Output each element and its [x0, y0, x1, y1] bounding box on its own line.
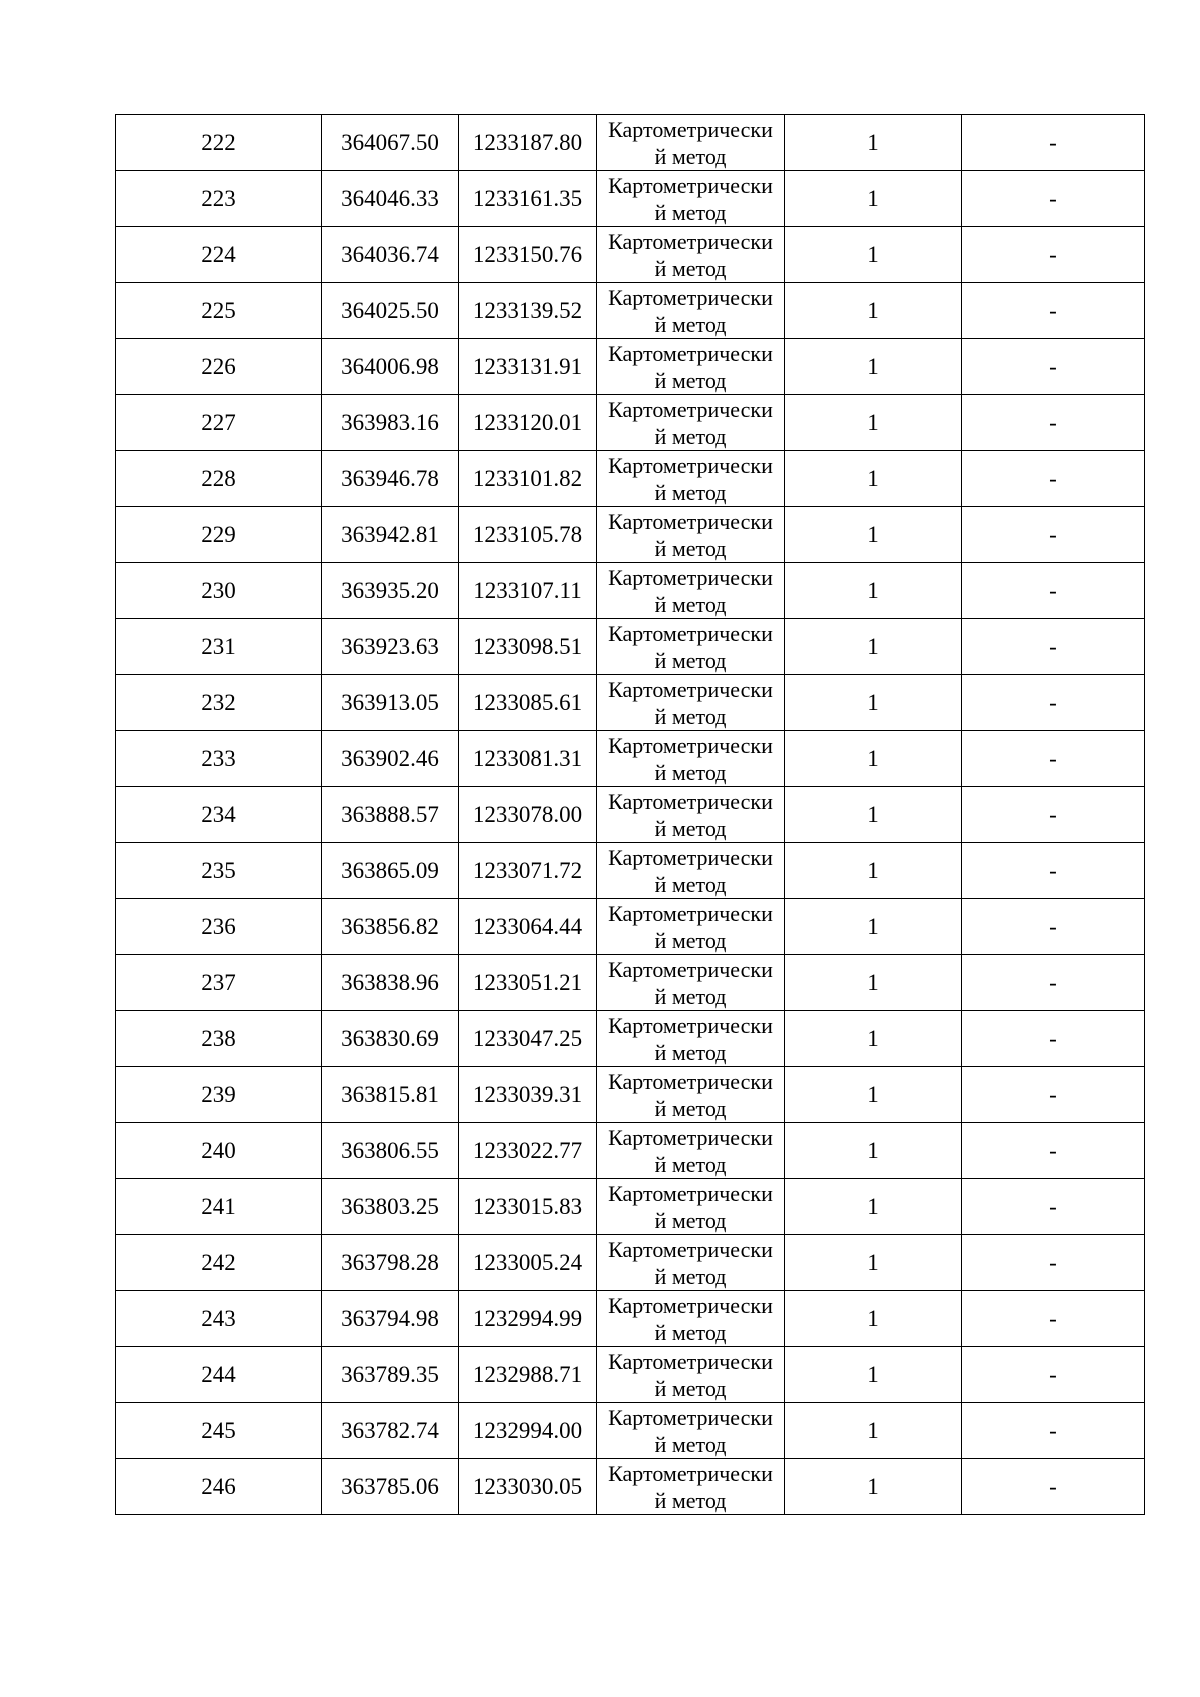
- note-cell: -: [962, 787, 1145, 843]
- method-cell: [597, 843, 785, 899]
- method-cell: [597, 395, 785, 451]
- method-cell: [597, 563, 785, 619]
- x-coordinate-cell: 363902.46: [322, 731, 459, 787]
- method-text-line-1: Картометрически: [608, 341, 773, 366]
- point-number-cell: 229: [116, 507, 322, 563]
- note-cell: -: [962, 1459, 1145, 1515]
- note-cell: -: [962, 1291, 1145, 1347]
- x-coordinate-cell: 363838.96: [322, 955, 459, 1011]
- x-coordinate-cell: 363935.20: [322, 563, 459, 619]
- point-number-cell: 237: [116, 955, 322, 1011]
- note-cell: -: [962, 283, 1145, 339]
- method-text-line-2: й метод: [654, 1264, 727, 1289]
- table-row: [116, 1067, 1145, 1123]
- accuracy-cell: 1: [785, 1459, 962, 1515]
- table-row: [116, 1235, 1145, 1291]
- y-coordinate-cell: 1233071.72: [459, 843, 597, 899]
- x-coordinate-cell: 363865.09: [322, 843, 459, 899]
- table-row: [116, 227, 1145, 283]
- accuracy-cell: 1: [785, 1235, 962, 1291]
- x-coordinate-cell: 363913.05: [322, 675, 459, 731]
- y-coordinate-cell: 1233098.51: [459, 619, 597, 675]
- method-cell: [597, 507, 785, 563]
- accuracy-cell: 1: [785, 787, 962, 843]
- table-row: [116, 1459, 1145, 1515]
- y-coordinate-cell: 1233051.21: [459, 955, 597, 1011]
- point-number-cell: 232: [116, 675, 322, 731]
- method-cell: [597, 1403, 785, 1459]
- method-text-line-2: й метод: [654, 760, 727, 785]
- x-coordinate-cell: 363856.82: [322, 899, 459, 955]
- table-row: [116, 675, 1145, 731]
- accuracy-cell: 1: [785, 675, 962, 731]
- method-text-line-2: й метод: [654, 480, 727, 505]
- point-number-cell: 241: [116, 1179, 322, 1235]
- method-text-line-2: й метод: [654, 872, 727, 897]
- method-text-line-2: й метод: [654, 1488, 727, 1513]
- y-coordinate-cell: 1233022.77: [459, 1123, 597, 1179]
- x-coordinate-cell: 364046.33: [322, 171, 459, 227]
- table-row: [116, 619, 1145, 675]
- accuracy-cell: 1: [785, 1179, 962, 1235]
- method-cell: [597, 1011, 785, 1067]
- method-text-line-1: Картометрически: [608, 173, 773, 198]
- point-number-cell: 246: [116, 1459, 322, 1515]
- accuracy-cell: 1: [785, 395, 962, 451]
- x-coordinate-cell: 363798.28: [322, 1235, 459, 1291]
- x-coordinate-cell: 364025.50: [322, 283, 459, 339]
- table-row: [116, 843, 1145, 899]
- table-row: [116, 1123, 1145, 1179]
- method-cell: [597, 1235, 785, 1291]
- method-text-line-2: й метод: [654, 928, 727, 953]
- note-cell: -: [962, 395, 1145, 451]
- table-row: [116, 1403, 1145, 1459]
- note-cell: -: [962, 507, 1145, 563]
- method-text-line-1: Картометрически: [608, 509, 773, 534]
- method-text-line-1: Картометрически: [608, 677, 773, 702]
- method-text-line-2: й метод: [654, 1152, 727, 1177]
- method-text-line-1: Картометрически: [608, 1405, 773, 1430]
- method-text-line-1: Картометрически: [608, 1293, 773, 1318]
- method-text-line-1: Картометрически: [608, 285, 773, 310]
- x-coordinate-cell: 363815.81: [322, 1067, 459, 1123]
- table-row: [116, 171, 1145, 227]
- method-cell: [597, 1067, 785, 1123]
- table-row: [116, 563, 1145, 619]
- method-text-line-2: й метод: [654, 312, 727, 337]
- x-coordinate-cell: 363782.74: [322, 1403, 459, 1459]
- method-cell: [597, 787, 785, 843]
- y-coordinate-cell: 1233120.01: [459, 395, 597, 451]
- y-coordinate-cell: 1232994.00: [459, 1403, 597, 1459]
- method-text-line-1: Картометрически: [608, 117, 773, 142]
- note-cell: -: [962, 955, 1145, 1011]
- method-cell: [597, 283, 785, 339]
- x-coordinate-cell: 363946.78: [322, 451, 459, 507]
- accuracy-cell: 1: [785, 227, 962, 283]
- table-row: [116, 731, 1145, 787]
- point-number-cell: 242: [116, 1235, 322, 1291]
- method-cell: [597, 1459, 785, 1515]
- point-number-cell: 236: [116, 899, 322, 955]
- method-cell: [597, 731, 785, 787]
- note-cell: -: [962, 115, 1145, 171]
- note-cell: -: [962, 619, 1145, 675]
- point-number-cell: 222: [116, 115, 322, 171]
- point-number-cell: 245: [116, 1403, 322, 1459]
- method-cell: [597, 339, 785, 395]
- x-coordinate-cell: 364036.74: [322, 227, 459, 283]
- method-text-line-1: Картометрически: [608, 733, 773, 758]
- method-text-line-1: Картометрически: [608, 901, 773, 926]
- coordinates-table-body: [116, 115, 1145, 1515]
- note-cell: -: [962, 1235, 1145, 1291]
- accuracy-cell: 1: [785, 563, 962, 619]
- method-text-line-2: й метод: [654, 592, 727, 617]
- method-text-line-2: й метод: [654, 816, 727, 841]
- table-row: [116, 955, 1145, 1011]
- accuracy-cell: 1: [785, 731, 962, 787]
- note-cell: -: [962, 1011, 1145, 1067]
- accuracy-cell: 1: [785, 115, 962, 171]
- x-coordinate-cell: 363830.69: [322, 1011, 459, 1067]
- y-coordinate-cell: 1233064.44: [459, 899, 597, 955]
- x-coordinate-cell: 363888.57: [322, 787, 459, 843]
- table-row: [116, 451, 1145, 507]
- table-row: [116, 339, 1145, 395]
- method-cell: [597, 171, 785, 227]
- accuracy-cell: 1: [785, 1403, 962, 1459]
- point-number-cell: 234: [116, 787, 322, 843]
- method-text-line-2: й метод: [654, 536, 727, 561]
- point-number-cell: 243: [116, 1291, 322, 1347]
- y-coordinate-cell: 1233030.05: [459, 1459, 597, 1515]
- method-text-line-2: й метод: [654, 1320, 727, 1345]
- method-text-line-1: Картометрически: [608, 565, 773, 590]
- note-cell: -: [962, 731, 1145, 787]
- x-coordinate-cell: 363785.06: [322, 1459, 459, 1515]
- note-cell: -: [962, 563, 1145, 619]
- method-cell: [597, 451, 785, 507]
- y-coordinate-cell: 1233085.61: [459, 675, 597, 731]
- note-cell: -: [962, 1403, 1145, 1459]
- point-number-cell: 244: [116, 1347, 322, 1403]
- note-cell: -: [962, 899, 1145, 955]
- x-coordinate-cell: 363983.16: [322, 395, 459, 451]
- accuracy-cell: 1: [785, 899, 962, 955]
- note-cell: -: [962, 339, 1145, 395]
- y-coordinate-cell: 1233039.31: [459, 1067, 597, 1123]
- accuracy-cell: 1: [785, 619, 962, 675]
- method-text-line-2: й метод: [654, 1376, 727, 1401]
- point-number-cell: 240: [116, 1123, 322, 1179]
- method-cell: [597, 1123, 785, 1179]
- point-number-cell: 239: [116, 1067, 322, 1123]
- y-coordinate-cell: 1233161.35: [459, 171, 597, 227]
- method-cell: [597, 1291, 785, 1347]
- method-text-line-2: й метод: [654, 1432, 727, 1457]
- table-row: [116, 395, 1145, 451]
- method-text-line-1: Картометрически: [608, 1349, 773, 1374]
- y-coordinate-cell: 1233131.91: [459, 339, 597, 395]
- method-text-line-1: Картометрически: [608, 1181, 773, 1206]
- point-number-cell: 224: [116, 227, 322, 283]
- x-coordinate-cell: 364006.98: [322, 339, 459, 395]
- method-text-line-2: й метод: [654, 1040, 727, 1065]
- y-coordinate-cell: 1232994.99: [459, 1291, 597, 1347]
- note-cell: -: [962, 1179, 1145, 1235]
- method-text-line-2: й метод: [654, 256, 727, 281]
- y-coordinate-cell: 1233187.80: [459, 115, 597, 171]
- accuracy-cell: 1: [785, 283, 962, 339]
- y-coordinate-cell: 1233107.11: [459, 563, 597, 619]
- method-text-line-1: Картометрически: [608, 1125, 773, 1150]
- method-cell: [597, 227, 785, 283]
- note-cell: -: [962, 675, 1145, 731]
- table-row: [116, 1179, 1145, 1235]
- method-text-line-1: Картометрически: [608, 229, 773, 254]
- accuracy-cell: 1: [785, 451, 962, 507]
- point-number-cell: 227: [116, 395, 322, 451]
- y-coordinate-cell: 1233078.00: [459, 787, 597, 843]
- method-text-line-1: Картометрически: [608, 397, 773, 422]
- point-number-cell: 228: [116, 451, 322, 507]
- method-text-line-1: Картометрически: [608, 621, 773, 646]
- table-row: [116, 899, 1145, 955]
- method-cell: [597, 619, 785, 675]
- point-number-cell: 235: [116, 843, 322, 899]
- method-text-line-1: Картометрически: [608, 1013, 773, 1038]
- note-cell: -: [962, 171, 1145, 227]
- accuracy-cell: 1: [785, 1347, 962, 1403]
- point-number-cell: 238: [116, 1011, 322, 1067]
- note-cell: -: [962, 451, 1145, 507]
- x-coordinate-cell: 363789.35: [322, 1347, 459, 1403]
- note-cell: -: [962, 1123, 1145, 1179]
- y-coordinate-cell: 1233081.31: [459, 731, 597, 787]
- method-text-line-2: й метод: [654, 368, 727, 393]
- x-coordinate-cell: 363923.63: [322, 619, 459, 675]
- note-cell: -: [962, 227, 1145, 283]
- note-cell: -: [962, 843, 1145, 899]
- accuracy-cell: 1: [785, 171, 962, 227]
- y-coordinate-cell: 1233150.76: [459, 227, 597, 283]
- method-cell: [597, 675, 785, 731]
- x-coordinate-cell: 364067.50: [322, 115, 459, 171]
- accuracy-cell: 1: [785, 843, 962, 899]
- accuracy-cell: 1: [785, 955, 962, 1011]
- point-number-cell: 223: [116, 171, 322, 227]
- x-coordinate-cell: 363803.25: [322, 1179, 459, 1235]
- y-coordinate-cell: 1233047.25: [459, 1011, 597, 1067]
- point-number-cell: 225: [116, 283, 322, 339]
- x-coordinate-cell: 363806.55: [322, 1123, 459, 1179]
- method-cell: [597, 955, 785, 1011]
- y-coordinate-cell: 1233005.24: [459, 1235, 597, 1291]
- method-text-line-2: й метод: [654, 1208, 727, 1233]
- method-text-line-2: й метод: [654, 1096, 727, 1121]
- method-text-line-1: Картометрически: [608, 1461, 773, 1486]
- method-text-line-2: й метод: [654, 424, 727, 449]
- point-number-cell: 230: [116, 563, 322, 619]
- method-cell: [597, 1179, 785, 1235]
- y-coordinate-cell: 1233015.83: [459, 1179, 597, 1235]
- method-cell: [597, 115, 785, 171]
- x-coordinate-cell: 363942.81: [322, 507, 459, 563]
- note-cell: -: [962, 1347, 1145, 1403]
- method-text-line-2: й метод: [654, 144, 727, 169]
- method-text-line-1: Картометрически: [608, 1237, 773, 1262]
- table-row: [116, 283, 1145, 339]
- y-coordinate-cell: 1233139.52: [459, 283, 597, 339]
- y-coordinate-cell: 1232988.71: [459, 1347, 597, 1403]
- point-number-cell: 226: [116, 339, 322, 395]
- method-text-line-1: Картометрически: [608, 789, 773, 814]
- table-row: [116, 787, 1145, 843]
- method-text-line-2: й метод: [654, 984, 727, 1009]
- table-row: [116, 1011, 1145, 1067]
- method-text-line-1: Картометрически: [608, 845, 773, 870]
- table-row: [116, 1291, 1145, 1347]
- note-cell: -: [962, 1067, 1145, 1123]
- accuracy-cell: 1: [785, 1123, 962, 1179]
- method-cell: [597, 899, 785, 955]
- method-cell: [597, 1347, 785, 1403]
- method-text-line-1: Картометрически: [608, 957, 773, 982]
- point-number-cell: 231: [116, 619, 322, 675]
- table-row: [116, 115, 1145, 171]
- accuracy-cell: 1: [785, 339, 962, 395]
- accuracy-cell: 1: [785, 1067, 962, 1123]
- method-text-line-2: й метод: [654, 704, 727, 729]
- method-text-line-1: Картометрически: [608, 453, 773, 478]
- accuracy-cell: 1: [785, 1011, 962, 1067]
- accuracy-cell: 1: [785, 507, 962, 563]
- table-row: [116, 1347, 1145, 1403]
- y-coordinate-cell: 1233101.82: [459, 451, 597, 507]
- point-number-cell: 233: [116, 731, 322, 787]
- x-coordinate-cell: 363794.98: [322, 1291, 459, 1347]
- method-text-line-1: Картометрически: [608, 1069, 773, 1094]
- y-coordinate-cell: 1233105.78: [459, 507, 597, 563]
- coordinates-table: [115, 114, 1145, 1515]
- accuracy-cell: 1: [785, 1291, 962, 1347]
- method-text-line-2: й метод: [654, 648, 727, 673]
- method-text-line-2: й метод: [654, 200, 727, 225]
- table-row: [116, 507, 1145, 563]
